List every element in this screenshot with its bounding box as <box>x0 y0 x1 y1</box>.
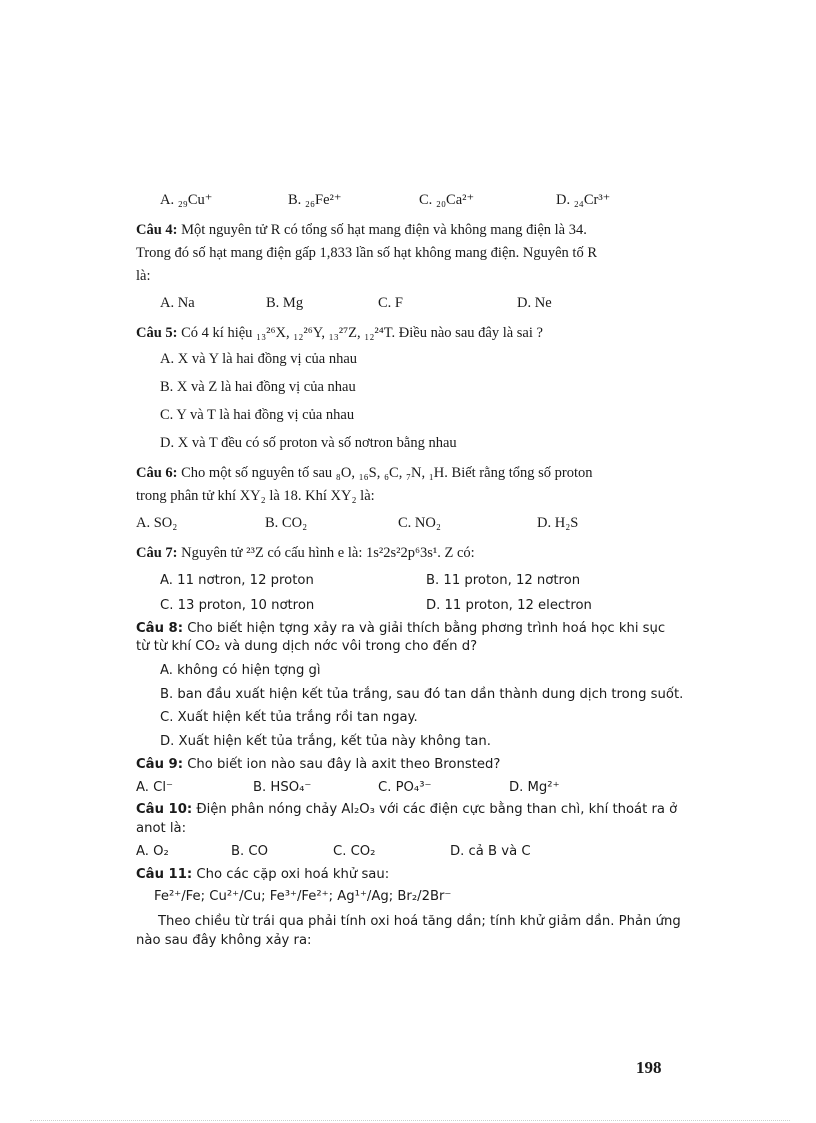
q8-option-a: A. không có hiện tợng gì <box>160 663 321 678</box>
q3-option-c: C. ₂₀Ca²⁺ <box>419 192 475 208</box>
q3-option-d: D. ₂₄Cr³⁺ <box>556 192 611 208</box>
q9-option-c: C. PO₄³⁻ <box>378 780 432 795</box>
q7-option-c: C. 13 proton, 10 nơtron <box>160 598 315 613</box>
q4-option-a: A. Na <box>160 295 195 311</box>
q5-line: Câu 5: Có 4 kí hiệu ₁₃²⁶X, ₁₂²⁶Y, ₁₃²⁷Z, ₁₂²⁴T. Điều nào sau đây là sai ? <box>136 325 543 341</box>
q4-option-d: D. Ne <box>517 295 552 311</box>
q4-line-3: là: <box>136 268 151 284</box>
q3-option-a: A. ₂₉Cu⁺ <box>160 192 213 208</box>
q3-option-b: B. ₂₆Fe²⁺ <box>288 192 342 208</box>
q9-line: Câu 9: Cho biết ion nào sau đây là axit theo Bronsted? <box>136 757 501 772</box>
q6-line-1: Câu 6: Cho một số nguyên tố sau ₈O, ₁₆S, ₆C, ₇N, ₁H. Biết rằng tổng số proton <box>136 465 593 481</box>
q10-option-b: B. CO <box>231 844 269 859</box>
q6-option-a: A. SO₂ <box>136 515 178 531</box>
q7-line: Câu 7: Nguyên tử ²³Z có cấu hình e là: 1s²2s²2p⁶3s¹. Z có: <box>136 545 475 561</box>
q4-option-b: B. Mg <box>266 295 304 311</box>
q4-label: Câu 4: <box>136 222 178 238</box>
q7-option-b: B. 11 proton, 12 nơtron <box>426 573 581 588</box>
q5-option-b: B. X và Z là hai đồng vị của nhau <box>160 379 356 395</box>
q8-label: Câu 8: <box>136 621 184 636</box>
q4-option-c: C. F <box>378 295 403 311</box>
q11-line-3: Theo chiều từ trái qua phải tính oxi hoá tăng dần; tính khử giảm dần. Phản ứng <box>158 914 681 929</box>
q10-label: Câu 10: <box>136 802 193 817</box>
q4-line-2: Trong đó số hạt mang điện gấp 1,833 lần số hạt không mang điện. Nguyên tố R <box>136 245 598 261</box>
q8-line-1: Câu 8: Cho biết hiện tợng xảy ra và giải thích bằng phơng trình hoá học khi sục <box>136 621 666 636</box>
q9-option-d: D. Mg²⁺ <box>509 780 560 795</box>
q6-option-b: B. CO₂ <box>265 515 308 531</box>
bottom-divider <box>30 1120 790 1121</box>
q6-label: Câu 6: <box>136 465 178 481</box>
page-number: 198 <box>636 1058 662 1077</box>
q10-option-c: C. CO₂ <box>333 844 376 859</box>
q5-option-a: A. X và Y là hai đồng vị của nhau <box>160 351 358 367</box>
q10-option-d: D. cả B và C <box>450 844 531 859</box>
q7-option-a: A. 11 nơtron, 12 proton <box>160 573 314 588</box>
q11-label: Câu 11: <box>136 867 193 882</box>
q6-line-2: trong phân tử khí XY₂ là 18. Khí XY₂ là: <box>136 488 375 504</box>
q8-option-c: C. Xuất hiện kết tủa trắng rồi tan ngay. <box>160 710 418 725</box>
q11-line-1: Câu 11: Cho các cặp oxi hoá khử sau: <box>136 867 390 882</box>
q9-label: Câu 9: <box>136 757 184 772</box>
q11-redox-pairs: Fe²⁺/Fe; Cu²⁺/Cu; Fe³⁺/Fe²⁺; Ag¹⁺/Ag; Br₂/2Br⁻ <box>154 889 452 904</box>
q7-option-d: D. 11 proton, 12 electron <box>426 598 592 613</box>
q11-line-4: nào sau đây không xảy ra: <box>136 933 312 948</box>
q10-option-a: A. O₂ <box>136 844 169 859</box>
q7-label: Câu 7: <box>136 545 178 561</box>
q10-line-2: anot là: <box>136 821 187 836</box>
q6-option-d: D. H₂S <box>537 515 579 531</box>
q9-option-a: A. Cl⁻ <box>136 780 174 795</box>
q5-label: Câu 5: <box>136 325 178 341</box>
q10-line-1: Câu 10: Điện phân nóng chảy Al₂O₃ với các điện cực bằng than chì, khí thoát ra ở <box>136 802 678 817</box>
q6-option-c: C. NO₂ <box>398 515 441 531</box>
q9-option-b: B. HSO₄⁻ <box>253 780 312 795</box>
q8-line-2: từ từ khí CO₂ và dung dịch nớc vôi trong cho đến d? <box>136 639 478 654</box>
q8-option-d: D. Xuất hiện kết tủa trắng, kết tủa này không tan. <box>160 734 491 749</box>
q4-line-1: Câu 4: Một nguyên tử R có tổng số hạt mang điện và không mang điện là 34. <box>136 222 587 238</box>
q8-option-b: B. ban đầu xuất hiện kết tủa trắng, sau đó tan dần thành dung dịch trong suốt. <box>160 687 684 702</box>
q5-option-d: D. X và T đều có số proton và số nơtron bằng nhau <box>160 435 457 451</box>
q5-option-c: C. Y và T là hai đồng vị của nhau <box>160 407 355 423</box>
